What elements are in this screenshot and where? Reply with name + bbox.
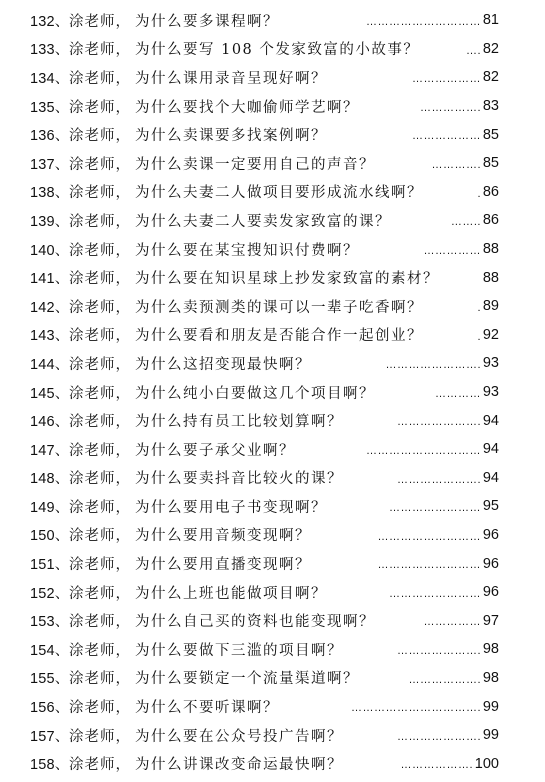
entry-teacher: 涂老师， (69, 328, 131, 345)
entry-number: 143、 (30, 328, 70, 345)
entry-page-number: 92 (482, 326, 499, 343)
entry-title: 为什么要做下三滥的项目啊？ (135, 642, 343, 659)
entry-page-number: 93 (482, 384, 499, 401)
entry-leader-dots: …………………. (396, 730, 481, 743)
entry-number: 158、 (30, 757, 70, 774)
toc-entry[interactable] (0, 578, 545, 607)
entry-title: 为什么要在知识星球上抄发家致富的素材？ (135, 271, 439, 288)
toc-entry[interactable] (0, 664, 545, 693)
entry-title: 为什么纯小白要做这几个项目啊？ (135, 385, 375, 402)
entry-number: 155、 (30, 671, 70, 688)
entry-page-number: 94 (482, 469, 499, 486)
entry-teacher: 涂老师， (69, 299, 131, 316)
entry-leader-dots: ……………… (412, 73, 481, 86)
entry-title: 为什么卖预测类的课可以一辈子吃香啊？ (135, 299, 423, 316)
toc-entry[interactable] (0, 692, 545, 721)
toc-entry[interactable] (0, 263, 545, 292)
entry-teacher: 涂老师， (69, 213, 131, 230)
entry-number: 136、 (30, 128, 70, 145)
toc-entry[interactable] (0, 6, 545, 35)
entry-number: 151、 (30, 557, 70, 574)
entry-page-number: 81 (482, 12, 499, 29)
entry-teacher: 涂老师， (69, 671, 131, 688)
entry-page-number: 89 (482, 298, 499, 315)
entry-teacher: 涂老师， (69, 99, 131, 116)
entry-page-number: 86 (482, 212, 499, 229)
entry-title: 为什么持有员工比较划算啊？ (135, 414, 343, 431)
entry-leader-dots: …. (465, 44, 481, 57)
entry-title: 为什么不要听课啊？ (135, 700, 279, 717)
entry-number: 153、 (30, 614, 70, 631)
toc-entry[interactable] (0, 464, 545, 493)
entry-page-number: 88 (482, 241, 499, 258)
entry-page-number: 88 (482, 269, 499, 286)
entry-number: 146、 (30, 414, 70, 431)
entry-number: 141、 (30, 271, 70, 288)
entry-number: 140、 (30, 242, 70, 259)
entry-leader-dots: ………………………… (366, 16, 481, 28)
entry-title: 为什么卖课要多找案例啊？ (135, 128, 327, 145)
entry-teacher: 涂老师， (69, 614, 131, 631)
entry-title: 为什么要在公众号投广告啊？ (135, 728, 343, 745)
entry-title: 为什么上班也能做项目啊？ (135, 585, 327, 602)
entry-leader-dots: …………………. (396, 645, 481, 658)
toc-entry[interactable] (0, 120, 545, 149)
entry-page-number: 82 (482, 69, 499, 86)
entry-leader-dots: ………………………… (366, 444, 481, 457)
entry-number: 132、 (30, 13, 70, 30)
entry-page-number: 97 (482, 612, 499, 629)
entry-number: 133、 (30, 42, 70, 59)
entry-leader-dots: …………… (423, 244, 481, 257)
entry-leader-dots: . (477, 330, 481, 343)
toc-entry[interactable] (0, 178, 545, 207)
entry-number: 135、 (30, 99, 70, 116)
entry-page-number: 96 (482, 584, 499, 601)
entry-leader-dots: ………… (435, 387, 481, 400)
entry-leader-dots: …………………. (396, 473, 481, 486)
entry-page-number: 93 (482, 355, 499, 372)
toc-entry[interactable] (0, 406, 545, 435)
entry-teacher: 涂老师， (69, 528, 131, 545)
entry-page-number: 85 (482, 126, 499, 143)
entry-page-number: 94 (482, 412, 499, 429)
entry-teacher: 涂老师， (69, 356, 131, 373)
entry-teacher: 涂老师， (69, 700, 131, 717)
entry-page-number: 99 (482, 727, 499, 744)
entry-title: 为什么自己买的资料也能变现啊？ (135, 614, 375, 631)
entry-title: 为什么夫妻二人做项目要形成流水线啊？ (135, 185, 423, 202)
entry-teacher: 涂老师， (69, 414, 131, 431)
entry-title: 为什么夫妻二人要卖发家致富的课？ (135, 213, 391, 230)
toc-entry[interactable] (0, 606, 545, 635)
toc-entry[interactable] (0, 635, 545, 664)
entry-number: 138、 (30, 185, 70, 202)
entry-title: 为什么要用音频变现啊？ (135, 528, 311, 545)
toc-entry[interactable] (0, 35, 545, 64)
toc-entry[interactable] (0, 206, 545, 235)
entry-page-number: 96 (482, 555, 499, 572)
entry-teacher: 涂老师， (69, 585, 131, 602)
entry-leader-dots: ……………… (412, 130, 481, 143)
entry-title: 为什么要卖抖音比较火的课？ (135, 471, 343, 488)
toc-entry[interactable] (0, 378, 545, 407)
entry-leader-dots: ………………. (408, 673, 481, 686)
toc-entry[interactable] (0, 549, 545, 578)
entry-teacher: 涂老师， (69, 271, 131, 288)
entry-teacher: 涂老师， (69, 499, 131, 516)
toc-entry[interactable] (0, 235, 545, 264)
entry-teacher: 涂老师， (69, 557, 131, 574)
entry-leader-dots: . (477, 187, 481, 200)
toc-entry[interactable] (0, 749, 545, 778)
entry-teacher: 涂老师， (69, 385, 131, 402)
entry-leader-dots: …………… (423, 616, 481, 629)
entry-leader-dots: ……………………… (377, 559, 481, 572)
entry-teacher: 涂老师， (69, 757, 131, 774)
entry-title: 为什么这招变现最快啊？ (135, 356, 311, 373)
entry-teacher: 涂老师， (69, 156, 131, 173)
entry-teacher: 涂老师， (69, 42, 131, 59)
entry-title: 为什么要在某宝搜知识付费啊？ (135, 242, 359, 259)
entry-leader-dots: …………. (431, 158, 481, 171)
entry-leader-dots: ……………………. (385, 359, 481, 372)
entry-leader-dots: . (477, 301, 481, 314)
entry-leader-dots: …………………… (389, 587, 481, 600)
entry-page-number: 86 (482, 183, 499, 200)
entry-title: 为什么要锁定一个流量渠道啊？ (135, 671, 359, 688)
toc-entry[interactable] (0, 435, 545, 464)
entry-leader-dots: ……………. (419, 101, 481, 114)
entry-title: 为什么要看和朋友是否能合作一起创业？ (135, 328, 423, 345)
entry-number: 147、 (30, 442, 70, 459)
entry-teacher: 涂老师， (69, 70, 131, 87)
entry-number: 150、 (30, 528, 70, 545)
entry-page-number: 95 (482, 498, 499, 515)
entry-teacher: 涂老师， (69, 13, 131, 30)
entry-title: 为什么要用电子书变现啊？ (135, 499, 327, 516)
entry-number: 139、 (30, 213, 70, 230)
entry-page-number: 96 (482, 526, 499, 543)
entry-leader-dots: …….. (450, 216, 481, 229)
entry-page-number: 94 (482, 441, 499, 458)
entry-number: 145、 (30, 385, 70, 402)
entry-number: 134、 (30, 70, 70, 87)
entry-teacher: 涂老师， (69, 128, 131, 145)
entry-page-number: 82 (482, 40, 499, 57)
entry-number: 144、 (30, 356, 70, 373)
entry-number: 157、 (30, 728, 70, 745)
entry-teacher: 涂老师， (69, 728, 131, 745)
entry-page-number: 100 (474, 755, 499, 772)
entry-number: 154、 (30, 642, 70, 659)
entry-teacher: 涂老师， (69, 442, 131, 459)
entry-page-number: 99 (482, 698, 499, 715)
entry-teacher: 涂老师， (69, 242, 131, 259)
entry-teacher: 涂老师， (69, 471, 131, 488)
entry-leader-dots: …………………. (396, 416, 481, 429)
table-of-contents (0, 6, 545, 778)
toc-entry[interactable] (0, 321, 545, 350)
entry-leader-dots: ……………………………. (350, 702, 481, 715)
entry-teacher: 涂老师， (69, 185, 131, 202)
toc-entry[interactable] (0, 292, 545, 321)
entry-leader-dots: …………………… (389, 502, 481, 515)
entry-leader-dots: ……………………… (377, 530, 481, 543)
entry-title: 为什么讲课改变命运最快啊？ (135, 757, 343, 774)
entry-number: 156、 (30, 700, 70, 717)
toc-entry[interactable] (0, 149, 545, 178)
entry-number: 152、 (30, 585, 70, 602)
toc-entry[interactable] (0, 721, 545, 750)
toc-entry[interactable] (0, 492, 545, 521)
entry-number: 148、 (30, 471, 70, 488)
entry-number: 137、 (30, 156, 70, 173)
toc-entry[interactable] (0, 521, 545, 550)
entry-leader-dots: ………………. (400, 759, 473, 772)
entry-title: 为什么要找个大咖偷师学艺啊？ (135, 99, 359, 116)
entry-number: 149、 (30, 499, 70, 516)
entry-title: 为什么要用直播变现啊？ (135, 557, 311, 574)
toc-entry[interactable] (0, 63, 545, 92)
entry-page-number: 83 (482, 98, 499, 115)
entry-title: 为什么要子承父业啊？ (135, 442, 295, 459)
toc-entry[interactable] (0, 349, 545, 378)
entry-page-number: 98 (482, 641, 499, 658)
entry-page-number: 85 (482, 155, 499, 172)
entry-number: 142、 (30, 299, 70, 316)
toc-entry[interactable] (0, 92, 545, 121)
entry-title: 为什么卖课一定要用自己的声音？ (135, 156, 375, 173)
entry-title: 为什么要写 108 个发家致富的小故事？ (135, 42, 420, 59)
entry-title: 为什么要多课程啊？ (135, 13, 279, 30)
entry-page-number: 98 (482, 669, 499, 686)
entry-teacher: 涂老师， (69, 642, 131, 659)
entry-title: 为什么课用录音呈现好啊？ (135, 70, 327, 87)
